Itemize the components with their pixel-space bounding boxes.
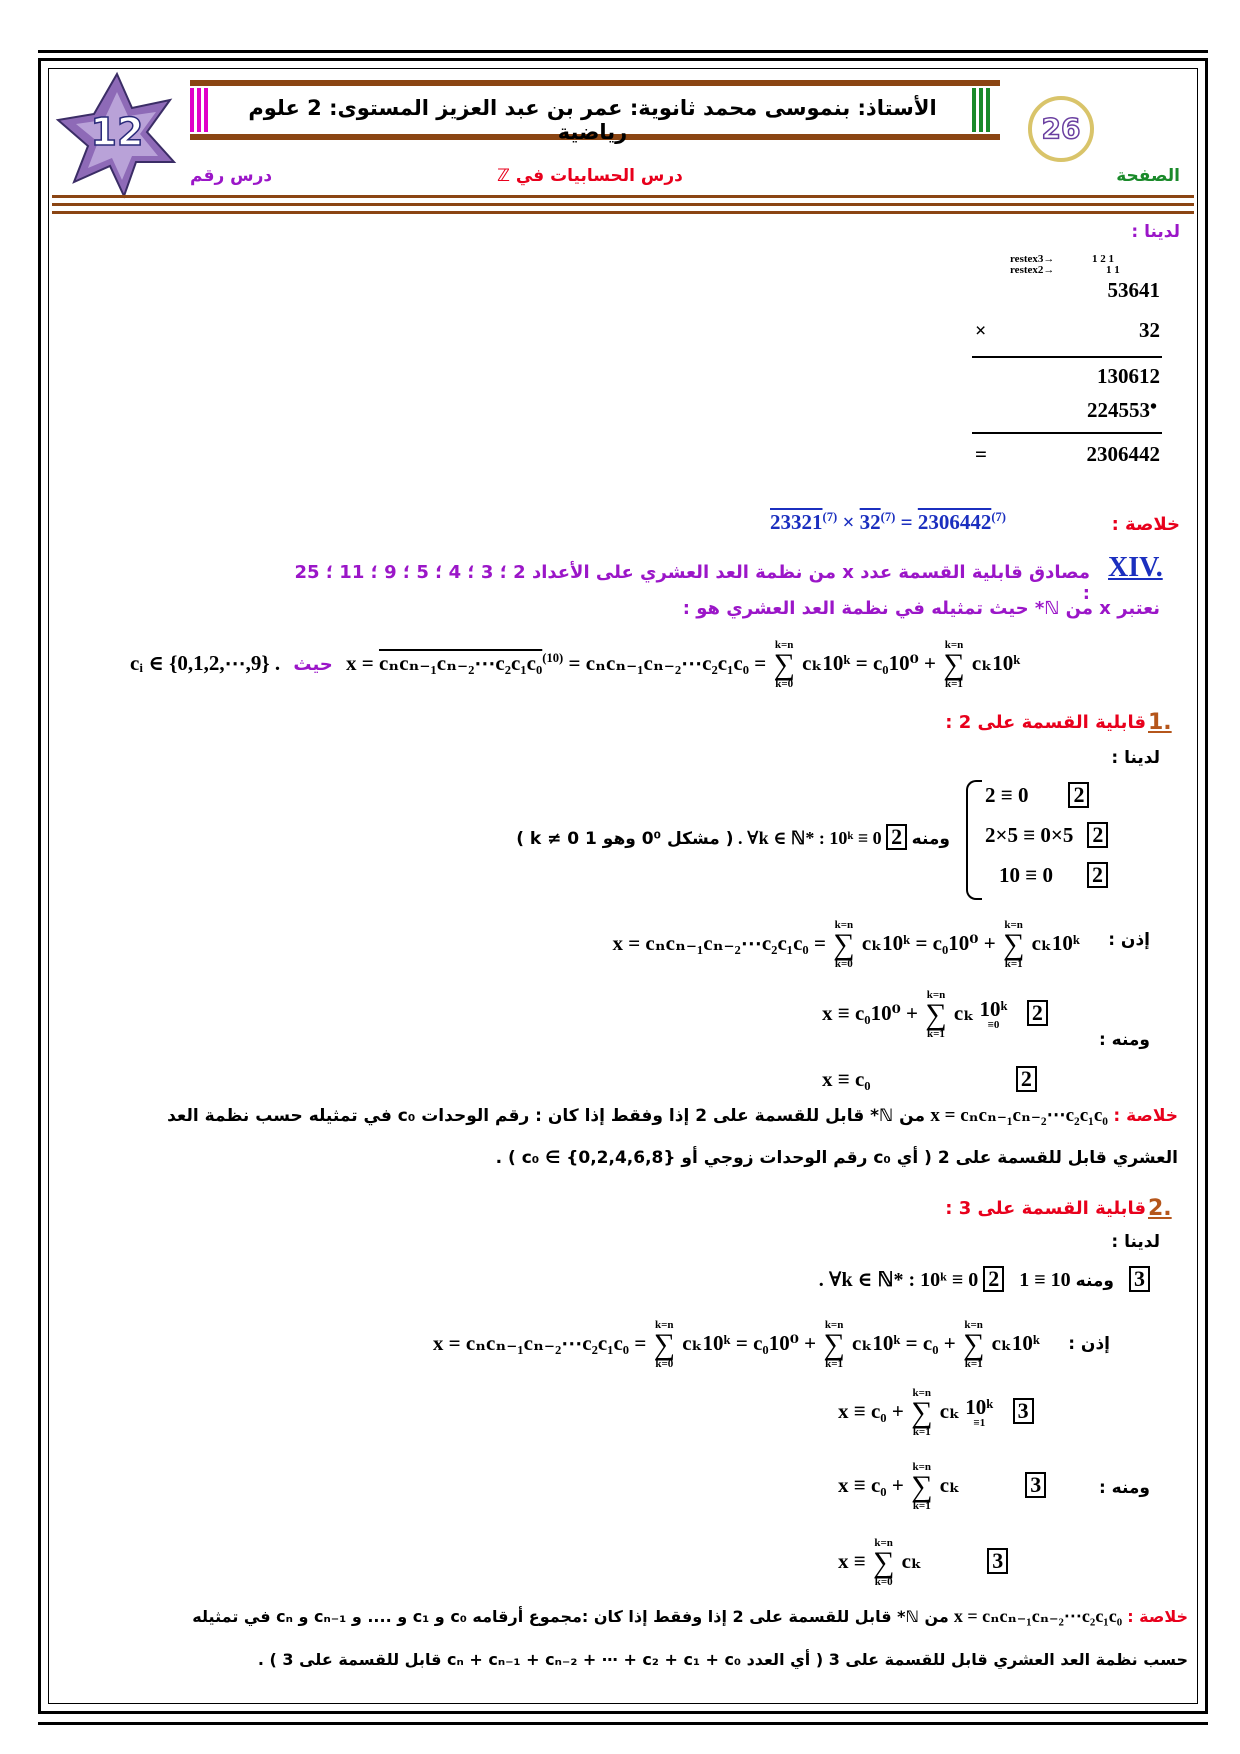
then-label: ومنه <box>911 829 950 849</box>
part-1-conclusion-text-2: العشري قابل للقسمة على 2 ( أي c₀ رقم الوحدات زوجي أو c₀ ∈ {0,2,4,6,8} ) . <box>495 1148 1178 1168</box>
part-2-conclusion-label: خلاصة : <box>1127 1607 1188 1626</box>
sum-top: k=n <box>944 639 964 651</box>
part-2-title: قابلية القسمة على 3 : <box>945 1198 1146 1219</box>
sum-top: k=n <box>774 639 794 651</box>
x-eq: x = <box>432 1330 461 1355</box>
eq: = <box>915 930 928 955</box>
part-2-cong-2 <box>838 1462 1046 1512</box>
part-1-final <box>822 1066 1037 1092</box>
x-cong: x ≡ <box>838 1398 866 1423</box>
eq: = <box>568 650 581 675</box>
carry-digits-1: 1 2 1 <box>1092 253 1114 265</box>
top-border <box>38 50 1208 53</box>
part-2-conclusion-formula <box>954 1606 1122 1626</box>
base-7: (7) <box>822 510 838 524</box>
sum <box>925 990 946 1040</box>
ck: cₖ <box>939 1472 961 1497</box>
decimal-representation <box>130 640 1140 690</box>
ck10k: cₖ10ᵏ <box>861 930 911 955</box>
part-1-title: قابلية القسمة على 2 : <box>945 712 1146 733</box>
plus: + <box>943 1330 956 1355</box>
sum-top: k=n <box>912 1387 932 1399</box>
sigma: ∑ <box>943 648 965 681</box>
sum-bottom: k=0 <box>834 958 853 970</box>
c0-100: c₀10⁰ <box>872 650 919 675</box>
page-number-badge <box>1028 96 1094 162</box>
part-1-conclusion <box>118 1104 1178 1127</box>
sum-bottom: k=1 <box>927 1028 945 1040</box>
section-xiv-number: XIV. <box>1108 552 1163 583</box>
digits: cₙcₙ₋₁cₙ₋₂⋯c₂c₁c₀ <box>585 650 749 675</box>
part-2-cong-1 <box>838 1388 1034 1438</box>
plus: + <box>891 1472 904 1497</box>
intro-ladayna: لدينا : <box>1131 222 1180 242</box>
part-2-number: 2. <box>1148 1196 1172 1221</box>
sum-bottom: k=0 <box>655 1358 674 1370</box>
part-1-conclusion-label: خلاصة : <box>1113 1106 1178 1126</box>
page-number: 26 <box>1041 112 1081 145</box>
part-1-intro: لدينا : <box>1111 748 1160 768</box>
eq: = <box>813 930 826 955</box>
forall-text: ∀k ∈ ℕ* : 10ᵏ ≡ 0 <box>747 828 882 848</box>
carry-label-1: restex3→ <box>1010 253 1055 265</box>
final-cong: x ≡ c₀ <box>822 1067 871 1091</box>
sum <box>911 1388 932 1438</box>
sum-top: k=n <box>1004 919 1023 931</box>
sum-bottom: k=1 <box>945 678 963 690</box>
sigma: ∑ <box>911 1470 933 1503</box>
part-2-conclusion-text-1: من ℕ* قابل للقسمة على 2 إذا وفقط إذا كان :مجموع أرقامه c₀ و c₁ و .... و cₙ₋₁ و cₙ في تمثيله <box>192 1607 949 1626</box>
section-xiv-consider: نعتبر x من ℕ* حيث تمثيله في نظمة العد العشري هو : <box>682 598 1160 619</box>
sum-top: k=n <box>912 1461 932 1473</box>
sum-top: k=n <box>964 1319 983 1331</box>
eq: = <box>634 1330 647 1355</box>
mult-rule-1 <box>972 356 1162 358</box>
tenk: 10ᵏ <box>965 1395 994 1419</box>
c0: c₀ <box>870 1398 887 1423</box>
sum <box>911 1462 932 1512</box>
part-2-hence: إذن : <box>1068 1334 1110 1354</box>
digits: cₙcₙ₋₁cₙ₋₂⋯c₂c₁c₀ <box>982 1606 1123 1626</box>
x-eq: x = <box>930 1105 956 1126</box>
x-eq: x = <box>612 930 641 955</box>
sum <box>773 640 794 690</box>
x-cong: x ≡ <box>838 1548 866 1573</box>
times-sign: × <box>975 320 987 342</box>
sigma: ∑ <box>925 998 947 1031</box>
then-label: ومنه <box>1075 1271 1114 1291</box>
carry-digits-2: 1 1 <box>1106 264 1120 276</box>
mod-3: 3 <box>1129 1266 1150 1292</box>
ck10k: cₖ10ᵏ <box>802 650 851 675</box>
sum <box>654 1320 675 1370</box>
sigma: ∑ <box>773 648 795 681</box>
x-cong: x ≡ <box>822 1000 850 1025</box>
ck: cₖ <box>901 1548 922 1573</box>
sum-bottom: k=1 <box>825 1358 844 1370</box>
eq: = <box>855 650 868 675</box>
digits-overline: cₙcₙ₋₁cₙ₋₂⋯c₂c₁c₀ <box>378 650 543 675</box>
mod-2: 2 <box>886 824 907 850</box>
mod-2: 2 <box>1016 1066 1037 1092</box>
sum-bottom: k=1 <box>912 1500 931 1512</box>
operand-1: 53641 <box>1107 278 1160 302</box>
conclusion-1-equals: = <box>900 510 913 534</box>
eq: = <box>754 650 767 675</box>
sum-top: k=n <box>655 1319 674 1331</box>
tenk: 10ᵏ <box>979 997 1008 1021</box>
digits: cₙcₙ₋₁cₙ₋₂⋯c₂c₁c₀ <box>645 930 809 955</box>
sys1: 2 ≡ 0 <box>985 783 1029 807</box>
where-label: حيث <box>293 653 333 675</box>
eq: = <box>905 1330 918 1355</box>
plus: + <box>983 930 996 955</box>
ck10k: cₖ10ᵏ <box>1031 930 1080 955</box>
part-1-expansion <box>560 920 1080 970</box>
mod-2: 2 <box>1087 822 1108 848</box>
x-eq: x = <box>346 650 374 675</box>
header-separator-2 <box>52 203 1194 206</box>
ck10k: cₖ10ᵏ <box>991 1330 1040 1355</box>
part-2-intro: لدينا : <box>1111 1232 1160 1252</box>
c0-100: c₀10⁰ <box>753 1330 799 1355</box>
part-2-expansion <box>320 1320 1040 1370</box>
lesson-number: 12 <box>90 110 144 154</box>
sum-bottom: k=0 <box>874 1576 893 1588</box>
part-2-conclusion <box>60 1606 1188 1627</box>
header-separator-1 <box>52 195 1194 198</box>
part-1-conclusion-formula <box>930 1105 1108 1126</box>
sigma: ∑ <box>962 1328 985 1361</box>
part-2-final <box>838 1538 1008 1588</box>
ck10k: cₖ10ᵏ <box>682 1330 731 1355</box>
sum-top: k=n <box>834 919 854 931</box>
plus: + <box>804 1330 817 1355</box>
sigma: ∑ <box>653 1328 675 1361</box>
mod-2: 2 <box>1027 1000 1048 1026</box>
mult-rule-2 <box>972 432 1162 434</box>
forall-text: ∀k ∈ ℕ* : 10ᵏ ≡ 0 <box>828 1269 979 1291</box>
section-xiv-title: مصادق قابلية القسمة عدد x من نظمة العد العشري على الأعداد 2 ؛ 3 ؛ 4 ؛ 5 ؛ 9 ؛ 11 ؛ 25 : <box>294 562 1090 604</box>
sys3: 10 ≡ 0 <box>999 863 1053 887</box>
base-7: (7) <box>880 510 896 524</box>
conclusion-1-label: خلاصة : <box>1111 514 1180 535</box>
part-2-therefore: ومنه : <box>1098 1478 1150 1498</box>
part-1-number: 1. <box>1148 710 1172 735</box>
mod-3: 3 <box>987 1548 1008 1574</box>
mod-3: 3 <box>1013 1398 1034 1424</box>
tenk-cong-zero <box>979 999 1007 1031</box>
ck10k: cₖ10ᵏ <box>852 1330 901 1355</box>
part-1-note: ( k ≠ 0 مشكل 0⁰ وهو 1 ) <box>516 829 734 849</box>
part-1-therefore: ومنه : <box>1098 1030 1150 1050</box>
sum <box>963 1320 984 1370</box>
system-line-2 <box>985 822 1108 848</box>
c0: c₀ <box>922 1330 939 1355</box>
conclusion-1-mid: 32 <box>859 510 881 534</box>
eq: = <box>735 1330 748 1355</box>
header-stripes-left <box>190 88 211 136</box>
digits: cₙcₙ₋₁cₙ₋₂⋯c₂c₁c₀ <box>465 1330 630 1355</box>
ck10k: cₖ10ᵏ <box>971 650 1021 675</box>
ck: cₖ <box>939 1398 961 1423</box>
ci-set: cᵢ ∈ {0,1,2,⋯,9} . <box>130 650 281 675</box>
sum <box>823 1320 844 1370</box>
page-label: الصفحة <box>1116 166 1180 186</box>
conclusion-1-times: × <box>842 510 855 534</box>
operand-2: 32 <box>1139 318 1160 342</box>
mod-2: 2 <box>983 1266 1004 1292</box>
teacher-line: الأستاذ: بنموسى محمد ثانوية: عمر بن عبد العزيز المستوى: 2 علوم رياضية <box>248 96 937 144</box>
sub-one: ≡1 <box>973 1417 986 1429</box>
mod-2: 2 <box>1087 862 1108 888</box>
sigma: ∑ <box>833 928 855 961</box>
conclusion-1-rhs: 2306442 <box>917 510 992 534</box>
system-brace <box>966 780 982 900</box>
x-cong: x ≡ <box>838 1472 866 1497</box>
mod-3: 3 <box>1025 1472 1046 1498</box>
lesson-number-star <box>52 70 182 200</box>
mult-result: 2306442 <box>1086 442 1160 466</box>
sum-bottom: k=1 <box>1004 958 1023 970</box>
c0-100: c₀10⁰ <box>854 1000 901 1025</box>
conclusion-1-lhs: 23321 <box>770 510 823 534</box>
bottom-border <box>38 1722 1208 1725</box>
plus: + <box>924 650 937 675</box>
part-2-forall-line: . ∀k ∈ ℕ* : 10ᵏ ≡ 0 2 ومنه 10 ≡ 1 3 <box>600 1266 1150 1292</box>
plus: + <box>891 1398 904 1423</box>
sum <box>833 920 854 970</box>
base-10: (10) <box>542 650 564 665</box>
sys2: 2×5 ≡ 0×5 <box>985 823 1074 847</box>
partial-1: 130612 <box>1097 364 1160 388</box>
ten-cong-one: 10 ≡ 1 <box>1019 1269 1071 1291</box>
sigma: ∑ <box>872 1546 895 1579</box>
sum-top: k=n <box>874 1537 893 1549</box>
tenk-cong-one <box>965 1397 993 1429</box>
ck: cₖ <box>953 1000 975 1025</box>
system-line-3 <box>985 862 1108 888</box>
sum <box>943 640 964 690</box>
sigma: ∑ <box>823 1328 845 1361</box>
x-eq: x = <box>953 1606 978 1626</box>
partial-2: 224553 <box>1087 398 1150 422</box>
conclusion-1-equation <box>770 510 1006 535</box>
sub-zero: ≡0 <box>987 1019 1000 1031</box>
sum-bottom: k=1 <box>964 1358 983 1370</box>
sum-top: k=n <box>824 1319 844 1331</box>
lesson-title: درس الحسابيات في ℤ <box>497 166 683 186</box>
mod-2: 2 <box>1068 782 1089 808</box>
part-1-hence: إذن : <box>1108 930 1150 950</box>
system-line-1 <box>985 782 1089 808</box>
base-7: (7) <box>991 510 1006 524</box>
part-2-conclusion-text-2: حسب نظمة العد العشري قابل للقسمة على 3 ( أي العدد cₙ + cₙ₋₁ + cₙ₋₂ + ⋯ + c₂ + c₁ + c₀ قابل للقسمة على 3 ) . <box>257 1650 1188 1669</box>
header-bar-top <box>190 80 1000 86</box>
partial-2-mark: • <box>1150 396 1158 418</box>
header-separator-3 <box>52 211 1194 214</box>
carry-label-2: restex2→ <box>1010 264 1055 276</box>
part-1-cong-1 <box>822 990 1048 1040</box>
plus: + <box>906 1000 919 1025</box>
part-1-conclusion-text-1: من ℕ* قابل للقسمة على 2 إذا وفقط إذا كان : رقم الوحدات c₀ في تمثيله حسب نظمة العد <box>167 1106 925 1126</box>
c0-100: c₀10⁰ <box>932 930 979 955</box>
header-stripes-right <box>972 88 993 136</box>
c0: c₀ <box>870 1472 887 1497</box>
sigma: ∑ <box>911 1396 933 1429</box>
sum <box>1003 920 1024 970</box>
equals-sign: = <box>975 442 987 466</box>
sum-bottom: k=1 <box>912 1426 931 1438</box>
sum-top: k=n <box>926 989 946 1001</box>
sum-bottom: k=0 <box>775 678 794 690</box>
lesson-number-label: درس رقم <box>190 166 273 186</box>
sum <box>873 1538 894 1588</box>
digits: cₙcₙ₋₁cₙ₋₂⋯c₂c₁c₀ <box>960 1105 1108 1126</box>
sigma: ∑ <box>1002 928 1025 961</box>
part-1-forall-line: ( k ≠ 0 مشكل 0⁰ وهو 1 ) . ∀k ∈ ℕ* : 10ᵏ ≡ 0 2 ومنه <box>516 824 950 849</box>
